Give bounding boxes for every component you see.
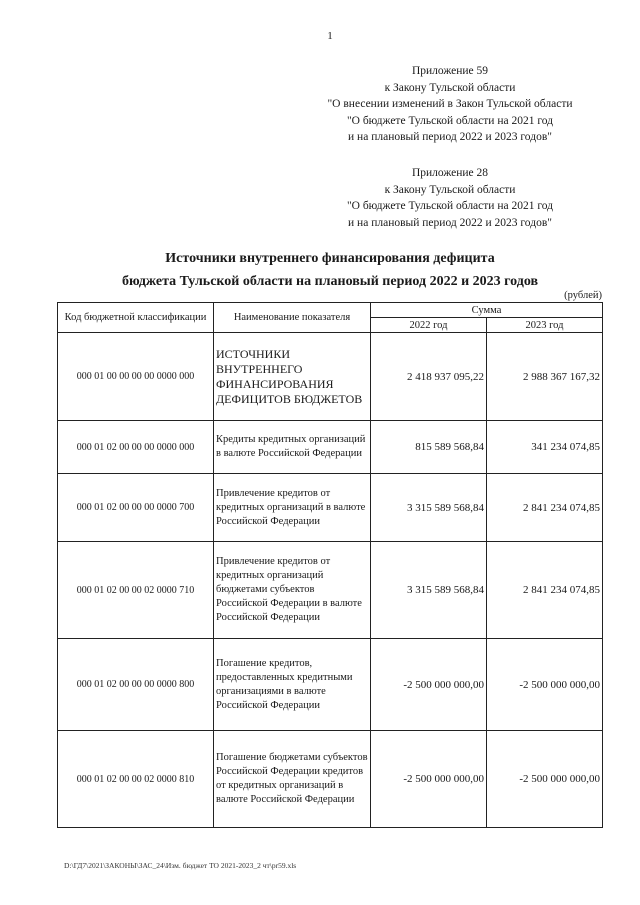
header-year-2023: 2023 год	[487, 318, 603, 333]
title-line-1: Источники внутреннего финансирования дефицита	[165, 251, 495, 266]
annex-59-line: "О внесении изменений в Закон Тульской области	[327, 98, 573, 110]
header-name: Наименование показателя	[214, 303, 371, 333]
annex-28-header	[300, 165, 600, 231]
row-name: Кредиты кредитных организаций в валюте Российской Федерации	[214, 421, 371, 474]
annex-28-line: Приложение 28	[411, 167, 489, 179]
annex-59-line: и на плановый период 2022 и 2023 годов"	[348, 131, 552, 143]
row-code: 000 01 00 00 00 00 0000 000	[58, 333, 214, 421]
header-year-2022: 2022 год	[371, 318, 487, 333]
row-name: Привлечение кредитов от кредитных организаций бюджетами субъектов Российской Федерации в валюте Российской Федерации	[214, 542, 371, 639]
page-number: 1	[327, 30, 333, 42]
annex-59-line: "О бюджете Тульской области на 2021 год	[346, 114, 554, 127]
units-label: (рублей)	[564, 290, 602, 301]
table-row	[58, 639, 603, 731]
row-value-2023: 2 841 234 074,85	[487, 542, 603, 639]
row-value-2023: -2 500 000 000,00	[487, 639, 603, 731]
annex-28-line: "О бюджете Тульской области на 2021 год	[346, 200, 554, 212]
row-name: Погашение бюджетами субъектов Российской Федерации кредитов от кредитных организаций в валюте Российской Федерации	[214, 731, 371, 828]
table-row	[58, 421, 603, 474]
row-value-2023: -2 500 000 000,00	[487, 731, 603, 828]
title-line-2: бюджета Тульской области на плановый период 2022 и 2023 годов	[121, 274, 539, 289]
annex-59-line: Приложение 59	[411, 65, 489, 77]
row-name: ИСТОЧНИКИ ВНУТРЕННЕГО ФИНАНСИРОВАНИЯ ДЕФИЦИТОВ БЮДЖЕТОВ	[214, 333, 371, 421]
table-row	[58, 542, 603, 639]
row-value-2022: -2 500 000 000,00	[371, 731, 487, 828]
document-title	[100, 247, 560, 293]
annex-59-header	[300, 63, 600, 146]
row-name: Погашение кредитов, предоставленных кредитными организациями в валюте Российской Федерации	[214, 639, 371, 731]
footer-file-path: D:\ГД7\2021\ЗАКОНЫ\ЗАС_24\Изм. бюджет ТО 2021-2023_2 чт\pr59.xls	[64, 861, 297, 870]
header-sum: Сумма	[371, 303, 603, 318]
row-code: 000 01 02 00 00 00 0000 700	[58, 474, 214, 542]
row-value-2023: 341 234 074,85	[487, 421, 603, 474]
row-value-2022: -2 500 000 000,00	[371, 639, 487, 731]
row-value-2022: 3 315 589 568,84	[371, 542, 487, 639]
financing-sources-table	[57, 302, 603, 828]
row-name: Привлечение кредитов от кредитных организаций в валюте Российской Федерации	[214, 474, 371, 542]
row-value-2022: 815 589 568,84	[371, 421, 487, 474]
row-code: 000 01 02 00 00 00 0000 800	[58, 639, 214, 731]
table-row	[58, 474, 603, 542]
row-value-2023: 2 988 367 167,32	[487, 333, 603, 421]
row-value-2022: 2 418 937 095,22	[371, 333, 487, 421]
row-code: 000 01 02 00 00 00 0000 000	[58, 421, 214, 474]
row-code: 000 01 02 00 00 02 0000 810	[58, 731, 214, 828]
row-value-2022: 3 315 589 568,84	[371, 474, 487, 542]
annex-28-line: к Закону Тульской области	[384, 183, 516, 196]
row-code: 000 01 02 00 00 02 0000 710	[58, 542, 214, 639]
table-row	[58, 333, 603, 421]
annex-59-line: к Закону Тульской области	[384, 81, 516, 94]
header-code: Код бюджетной классификации	[58, 303, 214, 333]
row-value-2023: 2 841 234 074,85	[487, 474, 603, 542]
annex-28-line: и на плановый период 2022 и 2023 годов"	[348, 216, 552, 229]
table-row	[58, 731, 603, 828]
